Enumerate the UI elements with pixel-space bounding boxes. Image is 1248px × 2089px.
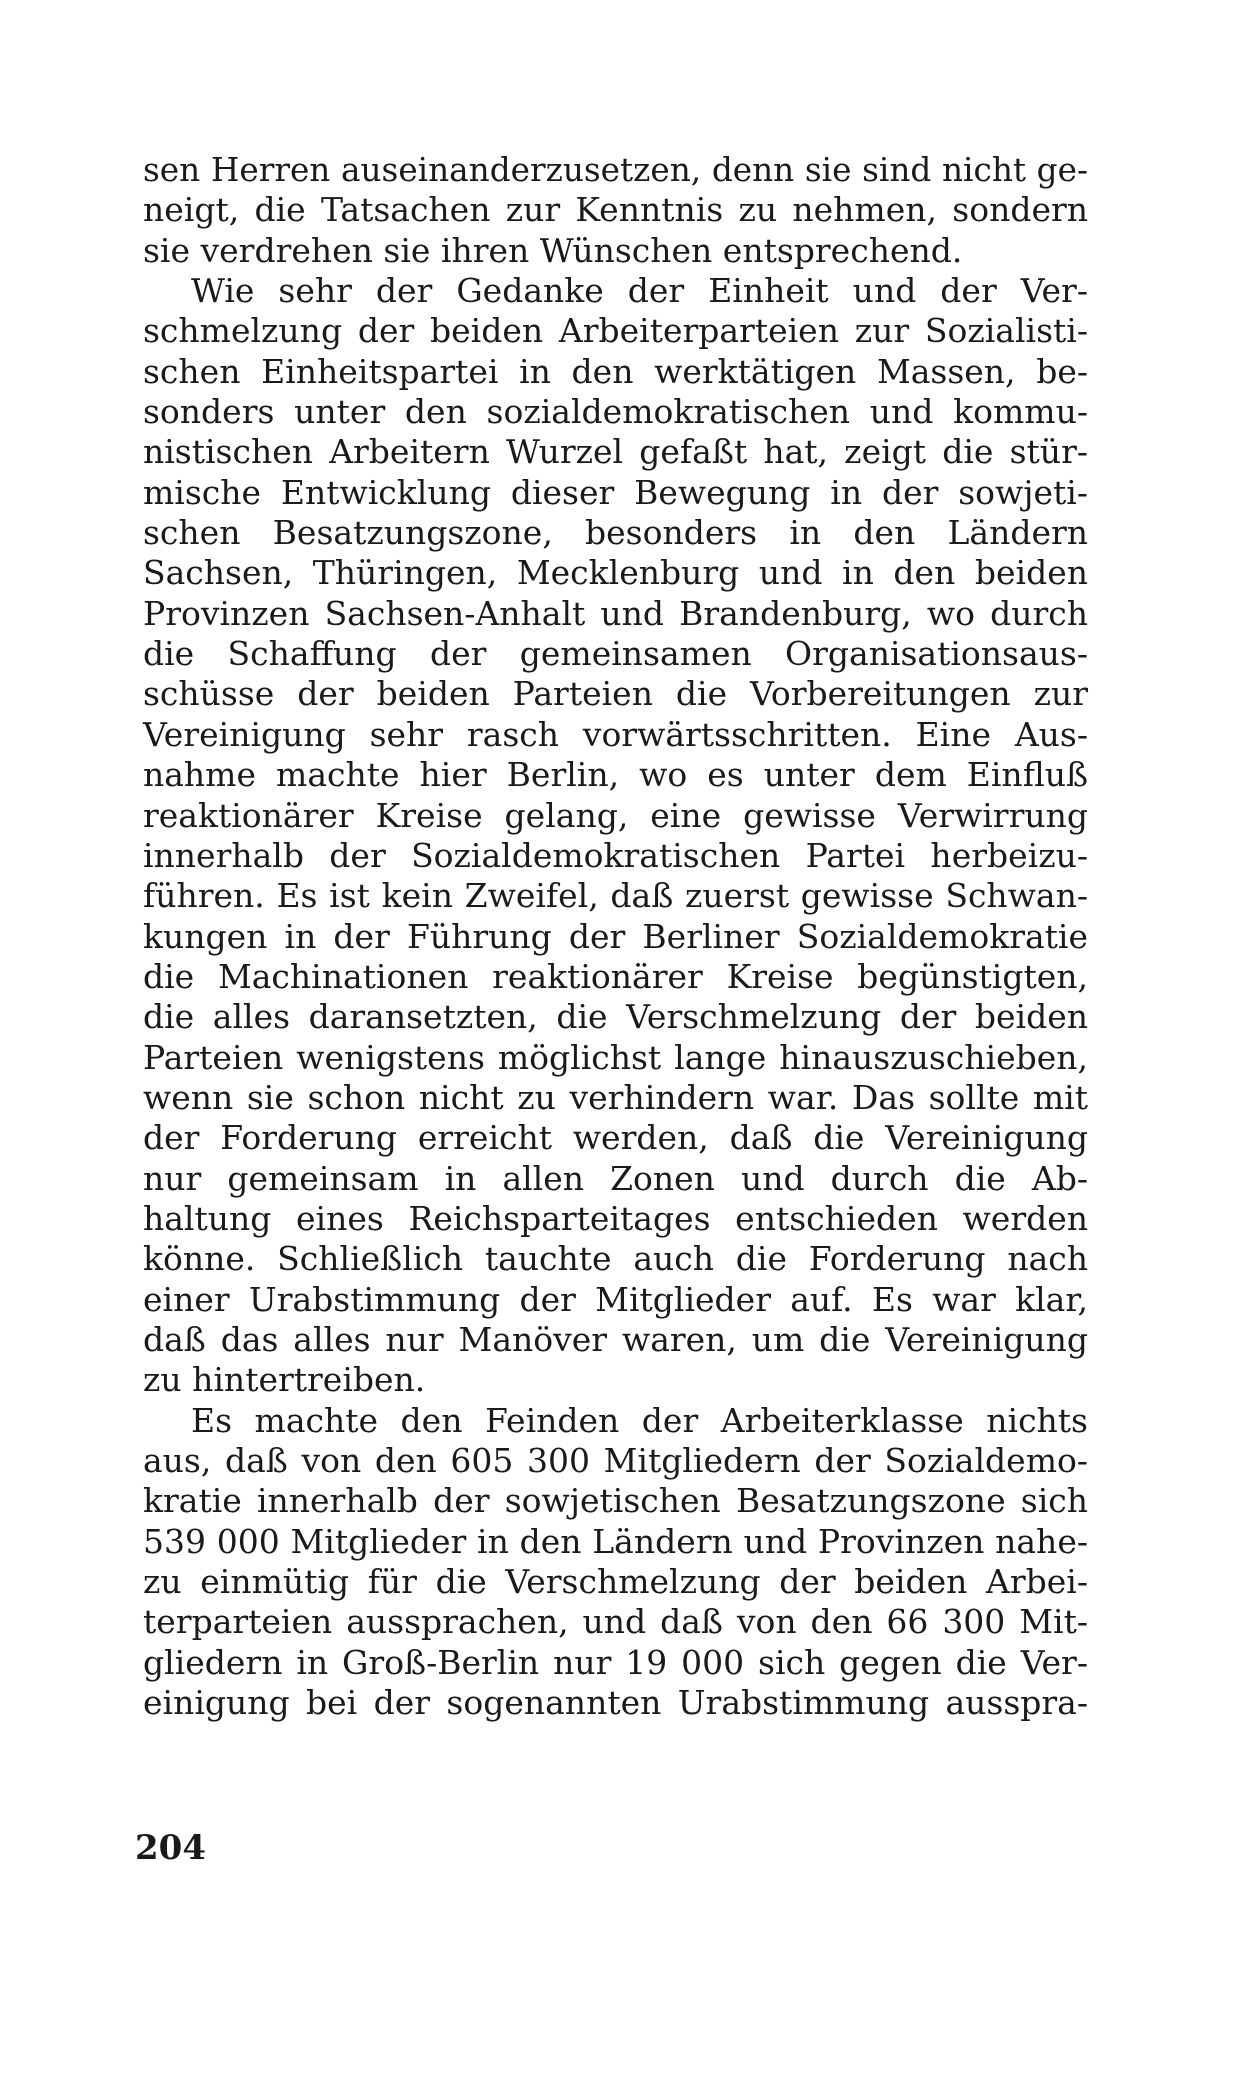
text-line: Sachsen, Thüringen, Mecklenburg und in den beiden	[143, 553, 1088, 593]
text-line: der Forderung erreicht werden, daß die Vereinigung	[143, 1118, 1088, 1158]
text-line: innerhalb der Sozialdemokratischen Partei herbeizu-	[143, 835, 1088, 875]
text-line: führen. Es ist kein Zweifel, daß zuerst gewisse Schwan-	[143, 876, 1088, 916]
text-line: sonders unter den sozialdemokratischen und kommu-	[143, 392, 1088, 432]
text-line: die Machinationen reaktionärer Kreise begünstigten,	[143, 956, 1088, 996]
text-line: zu hintertreiben.	[143, 1360, 426, 1400]
text-line: 539 000 Mitglieder in den Ländern und Provinzen nahe-	[143, 1521, 1088, 1561]
text-line: die alles daransetzten, die Verschmelzung der beiden	[143, 997, 1088, 1037]
body-text	[143, 150, 1088, 1723]
paragraph-start-line: Wie sehr der Gedanke der Einheit und der Ver-	[191, 271, 1088, 311]
text-line: mische Entwicklung dieser Bewegung in der sowjeti-	[143, 472, 1088, 512]
text-line: Parteien wenigstens möglichst lange hinauszuschieben,	[143, 1037, 1088, 1077]
text-line: nur gemeinsam in allen Zonen und durch die Ab-	[143, 1158, 1088, 1198]
text-line: gliedern in Groß-Berlin nur 19 000 sich gegen die Ver-	[143, 1642, 1088, 1682]
text-line: wenn sie schon nicht zu verhindern war. Das sollte mit	[143, 1077, 1088, 1117]
text-line: schen Einheitspartei in den werktätigen Massen, be-	[143, 351, 1088, 391]
text-line: kratie innerhalb der sowjetischen Besatzungszone sich	[143, 1481, 1088, 1521]
text-line: einer Urabstimmung der Mitglieder auf. Es war klar,	[143, 1279, 1088, 1319]
text-line: terparteien aussprachen, und daß von den 66 300 Mit-	[143, 1602, 1088, 1642]
text-line: könne. Schließlich tauchte auch die Forderung nach	[143, 1239, 1088, 1279]
text-line: nistischen Arbeitern Wurzel gefaßt hat, zeigt die stür-	[143, 432, 1088, 472]
paragraph-start-line: Es machte den Feinden der Arbeiterklasse nichts	[191, 1400, 1088, 1440]
text-line: Vereinigung sehr rasch vorwärtsschritten. Eine Aus-	[143, 714, 1088, 754]
text-line: haltung eines Reichsparteitages entschieden werden	[143, 1198, 1088, 1238]
text-line: reaktionärer Kreise gelang, eine gewisse Verwirrung	[143, 795, 1088, 835]
text-line: sen Herren auseinanderzusetzen, denn sie sind nicht ge-	[143, 151, 1088, 189]
text-line: neigt, die Tatsachen zur Kenntnis zu nehmen, sondern	[143, 190, 1088, 230]
text-line: schüsse der beiden Parteien die Vorbereitungen zur	[143, 674, 1088, 714]
page-number: 204	[135, 1828, 206, 1868]
text-line: kungen in der Führung der Berliner Sozialdemokratie	[143, 916, 1088, 956]
text-line: zu einmütig für die Verschmelzung der beiden Arbei-	[143, 1562, 1088, 1602]
text-line: aus, daß von den 605 300 Mitgliedern der Sozialdemo-	[143, 1441, 1088, 1480]
text-line: einigung bei der sogenannten Urabstimmung ausspra-	[143, 1683, 1088, 1723]
text-line: Provinzen Sachsen-Anhalt und Brandenburg, wo durch	[143, 593, 1088, 633]
text-line: schen Besatzungszone, besonders in den Ländern	[143, 513, 1088, 553]
text-line: die Schaffung der gemeinsamen Organisationsaus-	[143, 634, 1088, 674]
text-line: schmelzung der beiden Arbeiterparteien zur Sozialisti-	[143, 311, 1088, 351]
text-line: sie verdrehen sie ihren Wünschen entsprechend.	[143, 230, 963, 270]
text-line: daß das alles nur Manöver waren, um die Vereinigung	[143, 1319, 1088, 1359]
text-line: nahme machte hier Berlin, wo es unter dem Einfluß	[143, 755, 1088, 795]
